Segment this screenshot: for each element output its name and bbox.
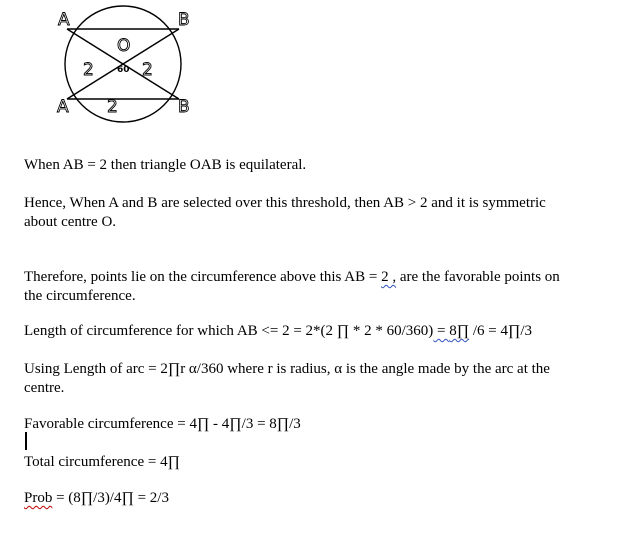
therefore-text-a: Therefore, points lie on the circumference above this AB = (24, 269, 382, 285)
text-cursor (25, 432, 27, 450)
label-left-2: 2 (83, 60, 94, 80)
length-equals: = (433, 323, 450, 339)
therefore-text-c: are the favorable points on (396, 269, 560, 285)
label-b-top: B (178, 10, 190, 30)
length-value: 8∏ (449, 323, 470, 339)
therefore-line-2: the circumference. (24, 288, 136, 304)
circle-diagram (0, 0, 640, 130)
label-a-top: A (58, 10, 70, 30)
favorable-statement: Favorable circumference = 4∏ - 4∏/3 = 8∏/3 (24, 416, 301, 432)
center-angle-mark: 60 (117, 65, 130, 75)
therefore-line-1 (24, 268, 560, 286)
length-text-a: Length of circumference for which AB <= 2 = 2*(2 ∏ * 2 * 60/360) (24, 323, 434, 339)
probability-statement (24, 489, 169, 507)
arc-line-1: Using Length of arc = 2∏r α/360 where r is radius, α is the angle made by the arc at the (24, 361, 550, 377)
label-b-bottom: B (178, 97, 190, 117)
label-bottom-2: 2 (107, 97, 118, 117)
length-text-d: /6 = 4∏/3 (469, 323, 533, 339)
equilateral-statement: When AB = 2 then triangle OAB is equilateral. (24, 157, 307, 173)
prob-value: = (8∏/3)/4∏ = 2/3 (52, 490, 169, 506)
arc-line-2: centre. (24, 380, 65, 396)
label-a-bottom: A (57, 97, 69, 117)
hence-line-2: about centre O. (24, 214, 117, 230)
total-statement: Total circumference = 4∏ (24, 454, 180, 470)
length-statement (24, 322, 532, 340)
label-o: O (117, 36, 131, 56)
label-right-2: 2 (142, 60, 153, 80)
therefore-value: 2 , (381, 269, 397, 285)
hence-line-1: Hence, When A and B are selected over this threshold, then AB > 2 and it is symmetric (24, 195, 546, 211)
prob-word: Prob (24, 490, 53, 506)
